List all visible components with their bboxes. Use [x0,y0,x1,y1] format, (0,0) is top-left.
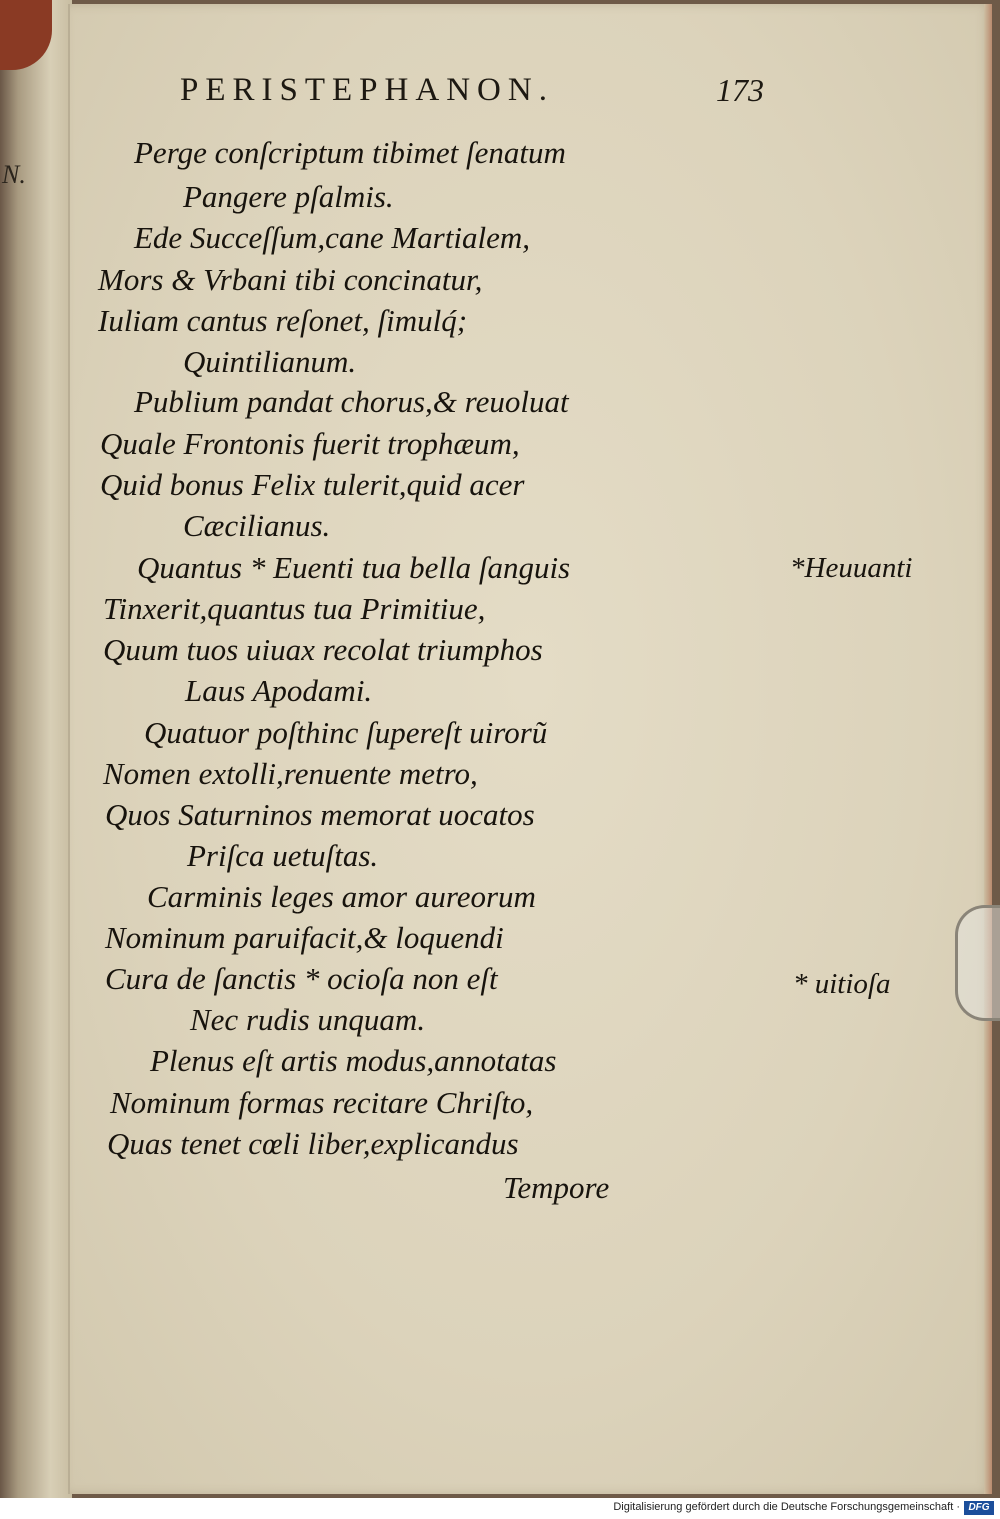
verse-line: Pangere pſalmis. [183,179,394,214]
footer-credit: Digitalisierung gefördert durch die Deutsche Forschungsgemeinschaft · [613,1501,960,1513]
verse-line: Quale Frontonis fuerit trophæum, [100,426,520,461]
page-clip [955,905,1000,1021]
running-head: PERISTEPHANON. [180,72,554,108]
verse-line: Quum tuos uiuax recolat triumphos [103,632,543,667]
verse-line: Nomen extolli,renuente metro, [103,756,478,791]
footer-bar [0,1498,1000,1519]
verse-line: Plenus eſt artis modus,annotatas [150,1043,557,1078]
verse-line: Quatuor poſthinc ſupereſt uirorũ [144,715,548,750]
verse-line: Ede Succeſſum,cane Martialem, [134,220,530,255]
verse-line: Nominum paruifacit,& loquendi [105,920,504,955]
verse-line: Priſca uetuſtas. [187,838,379,873]
verse-line: Carminis leges amor aureorum [147,879,536,914]
page-number: 173 [716,72,764,108]
verse-line: Publium pandat chorus,& reuoluat [134,384,569,419]
marginal-note: *Heuuanti [790,552,913,584]
verse-line: Mors & Vrbani tibi concinatur, [98,262,483,297]
marginal-note: * uitioſa [793,968,891,1000]
verse-line: Perge conſcriptum tibimet ſenatum [134,135,566,170]
verse-line: Tinxerit,quantus tua Primitiue, [103,591,486,626]
facing-page-mark: N. [2,160,26,189]
verse-line: Laus Apodami. [185,673,373,708]
verse-line: Cura de ſanctis * ocioſa non eſt [105,961,498,996]
verse-line: Quid bonus Felix tulerit,quid acer [100,467,525,502]
verse-line: Quantus * Euenti tua bella ſanguis [137,550,571,585]
verse-line: Nominum formas recitare Chriſto, [110,1085,534,1120]
page-edge [984,4,992,1494]
verse-line: Quas tenet cœli liber,explicandus [107,1126,519,1161]
catchword: Tempore [503,1170,610,1205]
verse-line: Quintilianum. [183,344,357,379]
verse-line: Cæcilianus. [183,508,331,543]
verse-line: Iuliam cantus reſonet, ſimulq́; [98,303,468,338]
dfg-logo-icon: DFG [964,1501,994,1515]
binding-edge [0,0,72,1498]
verse-line: Nec rudis unquam. [190,1002,426,1037]
verse-line: Quos Saturninos memorat uocatos [105,797,535,832]
